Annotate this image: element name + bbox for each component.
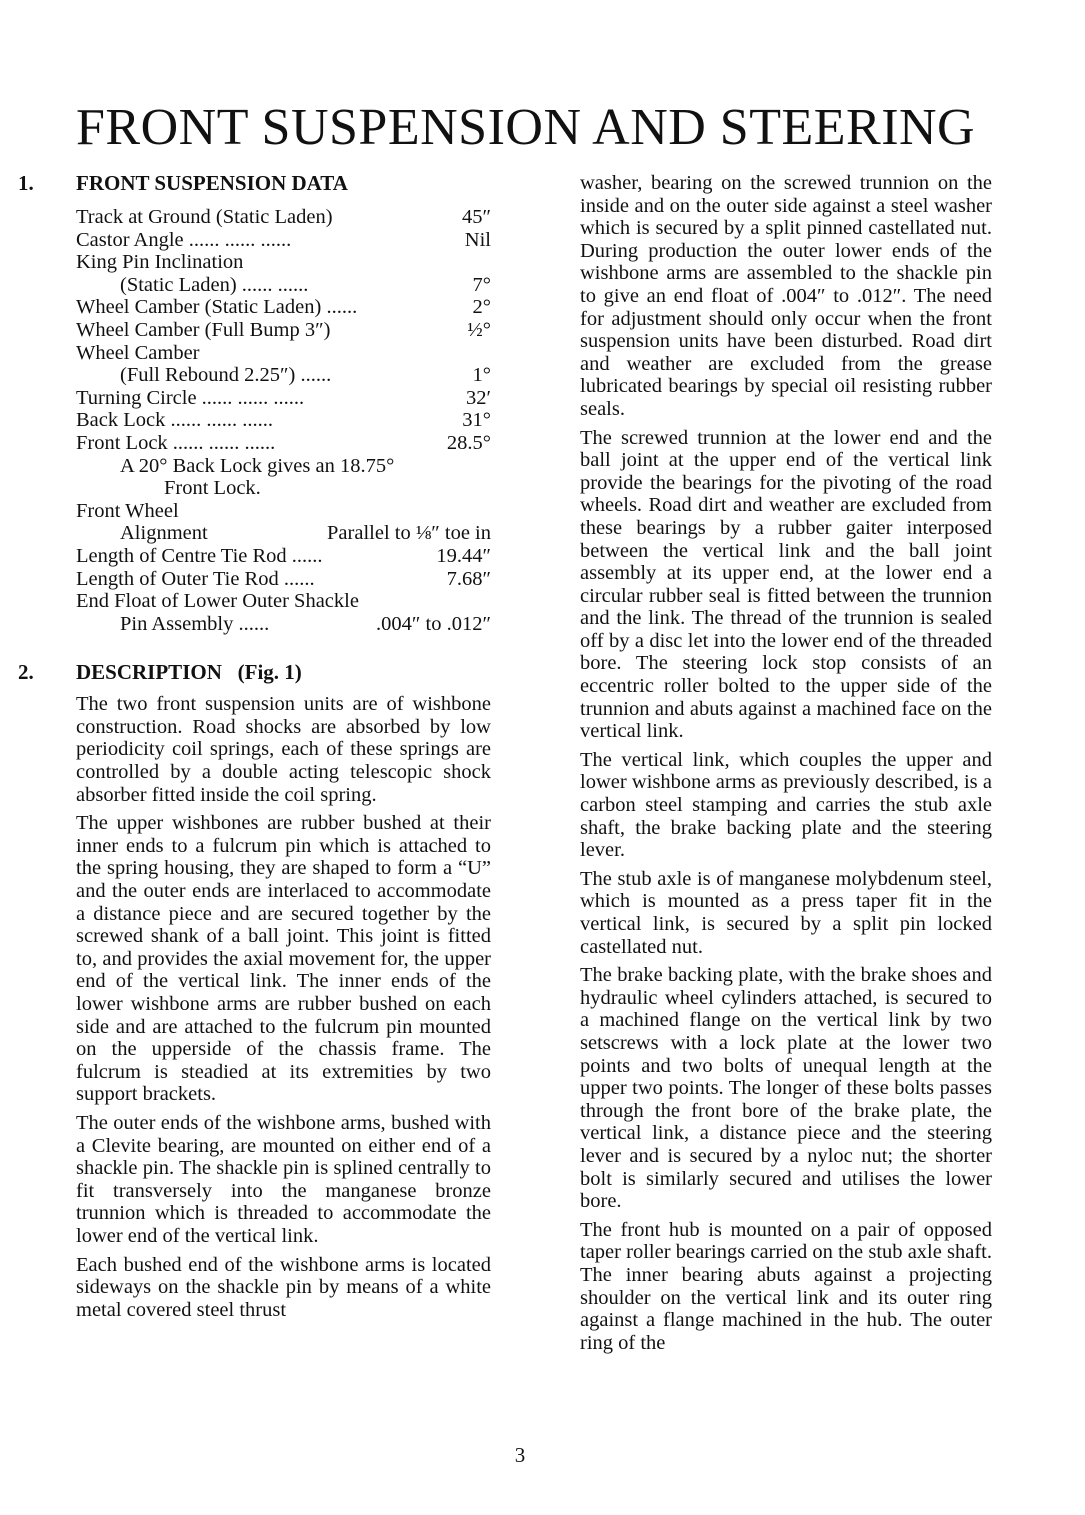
data-label: Track at Ground (Static Laden) [76,206,333,228]
data-label: Wheel Camber (Full Bump 3″) [76,318,331,341]
data-value: 7.68″ [446,567,491,590]
data-value: Parallel to ⅛″ toe in [327,522,491,545]
note-line: A 20° Back Lock gives an 18.75° [120,454,395,477]
data-label: Front Wheel [76,499,179,522]
data-label: (Static Laden) ...... ...... [120,273,309,296]
data-label: Length of Outer Tie Rod ...... [76,567,315,590]
paragraph: washer, bearing on the screwed trunnion on the inside and on the outer side against a steel washer which is secured by a split pinned castellated nut. During production the outer lower ends of the wishbone arms are assembled to the shackle pin to give an end float of .004″ to .012″. The need for adjustment should only occur when the front suspension units have been disturbed. Road dirt and weather are excluded from the grease lubricated bearings by special oil resisting rubber seals. [580,172,992,420]
data-label: Castor Angle ...... ...... ...... [76,228,292,251]
section-number: 1. [18,171,34,195]
data-value: 32′ [466,386,491,409]
data-row [76,274,491,297]
data-label: Front Lock ...... ...... ...... [76,431,276,454]
data-row [76,568,491,591]
data-value: .004″ to .012″ [375,612,491,635]
data-label: Wheel Camber (Static Laden) ...... [76,296,358,319]
paragraph: The front hub is mounted on a pair of opposed taper roller bearings carried on the stub axle shaft. The inner bearing abuts against a projecting shoulder on the vertical link and its outer ring against a flange machined in the hub. The outer ring of the [580,1218,992,1354]
data-label: Alignment [120,522,208,545]
data-row [76,500,491,523]
data-value: 45″ [461,206,491,228]
data-row [76,319,491,342]
data-label: Pin Assembly ...... [120,612,270,635]
paragraph: The stub axle is of manganese molybdenum steel, which is mounted as a press taper fit in the vertical link, is secured by a split pin locked castellated nut. [580,867,992,958]
data-label: Wheel Camber [76,341,200,364]
section-title: DESCRIPTION [76,660,222,685]
page-title: FRONT SUSPENSION AND STEERING [76,99,976,156]
lock-note [76,455,491,478]
data-label: Length of Centre Tie Rod ...... [76,544,323,567]
data-label: Back Lock ...... ...... ...... [76,409,273,432]
data-label: King Pin Inclination [76,251,244,274]
section-2-heading [18,660,491,685]
data-row [76,387,491,410]
description-section [18,660,491,1321]
section-1-heading [18,171,491,196]
paragraph: The two front suspension units are of wishbone construction. Road shocks are absorbed by low periodicity coil springs, each of these springs are controlled by a double acting telescopic shock absorber fitted inside the coil spring. [76,693,491,806]
data-value: 2° [472,296,491,319]
note-line: Front Lock. [164,477,261,500]
data-label: Turning Circle ...... ...... ...... [76,386,305,409]
data-value: 1° [472,364,491,387]
suspension-data-table [76,206,491,635]
data-row [76,342,491,365]
paragraph: The outer ends of the wishbone arms, bushed with a Clevite bearing, are mounted on either end of a shackle pin. The shackle pin is splined centrally to fit transversely into the manganese bronze trunnion which is threaded to accommodate the lower end of the vertical link. [76,1111,491,1247]
section-number: 2. [18,660,34,685]
paragraph: The upper wishbones are rubber bushed at their inner ends to a fulcrum pin which is attached to the spring housing, they are shaped to form a “U” and the outer ends are interlaced to accommodate a distance piece and are secured together by the screwed shank of a ball joint. This joint is fitted to, and provides the axial movement for, the upper end of the vertical link. The inner ends of the lower wishbone arms are rubber bushed on each side and are attached to the fulcrum pin mounted on the upperside of the chassis frame. The fulcrum is steadied at its extremities by two support brackets. [76,812,491,1106]
data-label: End Float of Lower Outer Shackle [76,590,359,613]
paragraph: The brake backing plate, with the brake shoes and hydraulic wheel cylinders attached, is secured to a machined flange on the vertical link by two setscrews with a lock plate at the lower two points and two bolts of unequal length at the upper two points. The longer of these bolts passes through the front bore of the brake plate, the vertical link, a distance piece and the steering lever and is secured by a nyloc nut; the shorter bolt is similarly secured and utilises the lower bore. [580,964,992,1213]
data-row [76,206,491,229]
data-row [76,545,491,568]
data-row [76,590,491,613]
data-value: Nil [464,228,491,251]
section-title: FRONT SUSPENSION DATA [76,171,348,195]
lock-note [76,477,491,500]
data-row [76,229,491,252]
data-row [76,251,491,274]
page-number: 3 [514,1443,526,1467]
data-row [76,613,491,636]
paragraph: The screwed trunnion at the lower end and the ball joint at the upper end of the vertical link provide the bearings for the pivoting of the road wheels. Road dirt and weather are excluded from these bearings by a rubber gaiter interposed between the vertical link and the ball joint assembly at its upper end, at the lower end a circular rubber seal is fitted between the trunnion and the link. The thread of the trunnion is sealed off by a disc let into the lower end of the threaded bore. The steering lock stop consists of an eccentric roller bolted to the upper side of the trunnion and abuts against a machined face on the vertical link. [580,426,992,743]
data-value: 31° [462,409,491,432]
paragraph: Each bushed end of the wishbone arms is located sideways on the shackle pin by means of a white metal covered steel thrust [76,1253,491,1321]
data-row [76,409,491,432]
paragraph: The vertical link, which couples the upper and lower wishbone arms as previously described, is a carbon steel stamping and carries the stub axle shaft, the brake backing plate and the steering lever. [580,748,992,862]
data-value: 19.44″ [436,544,491,567]
data-value: 7° [472,273,491,296]
data-value: ½° [467,318,491,341]
data-row [76,296,491,319]
data-label: (Full Rebound 2.25″) ...... [120,364,332,387]
data-value: 28.5° [446,431,491,454]
data-row [76,364,491,387]
left-column [18,171,491,1327]
right-column [580,172,992,1360]
data-row [76,522,491,545]
figure-reference: (Fig. 1) [227,660,302,685]
data-row [76,432,491,455]
